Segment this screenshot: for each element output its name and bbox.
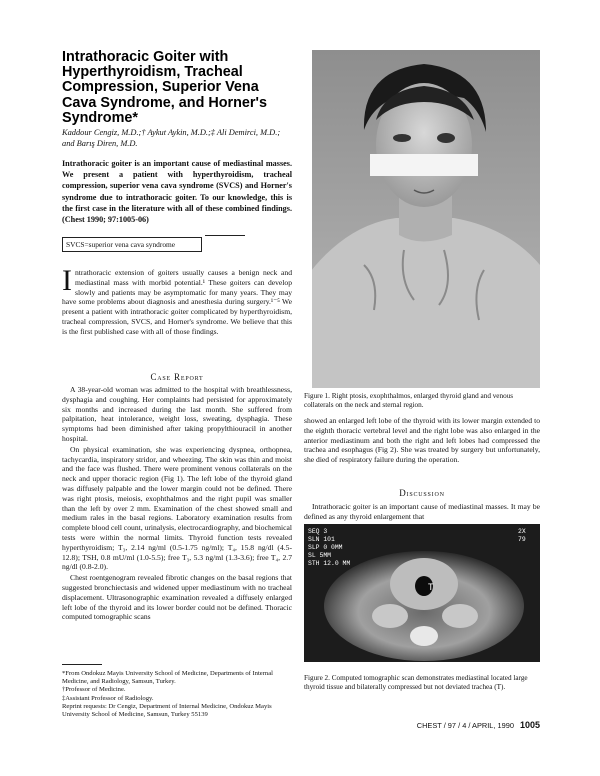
footnote-professor: †Professor of Medicine. <box>62 686 126 694</box>
author-list: Kaddour Cengiz, M.D.;† Aykut Aykin, M.D.;‡ Ali Demirci, M.D.; and Barış Diren, M.D. <box>62 128 281 148</box>
footnote-assistant: ‡Assistant Professor of Radiology. <box>62 694 154 702</box>
article-title: Intrathoracic Goiter with Hyperthyroidism, Tracheal Compression, Superior Vena Cava Syndrome, and Horner's Syndrome* <box>62 49 267 126</box>
footnote-affiliation: *From Ondokuz Mayis University School of Medicine, Departments of Internal Medicine, and Radiology, Samsun, Turkey. <box>62 670 273 686</box>
abbreviation-box: SVCS=superior vena cava syndrome <box>62 237 202 252</box>
svg-text:T: T <box>428 582 434 592</box>
figure-1-caption: Figure 1. Right ptosis, exophthalmos, enlarged thyroid gland and venous collaterals on the neck and sternal region. <box>304 392 514 410</box>
abbreviation-divider <box>205 235 245 236</box>
ct-overlay-line: SLN 101 <box>308 536 335 543</box>
case-continuation: showed an enlarged left lobe of the thyroid with its lower margin extended to the eighth thoracic vertebral level and the right lobe was also enlarged in the anterior mediastinum and both the right and left lobes had compressed the trachea and esophagus (Fig 2). She was treated by surgery but unfortunately, she died of respiratory failure during the operation. <box>304 416 540 465</box>
introduction <box>62 264 292 337</box>
case-report-section <box>62 372 292 382</box>
abstract-text: Intrathoracic goiter is an important cause of mediastinal masses. We present a patient with hyperthyroidism, tracheal compression, superior vena cava syndrome (SVCS) and Horner's syndrome due to intrathoracic goiter. To our knowledge, this is the first case in the literature with all of these combined findings. <box>62 159 292 213</box>
footnote-divider <box>62 664 102 665</box>
ct-overlay-line: 79 <box>518 536 526 543</box>
drop-cap: I <box>62 264 72 297</box>
case-paragraph: Chest roentgenogram revealed fibrotic changes on the basal regions that suggested bronchiectasis and widened upper mediastinum with no tracheal displacement. Ultrasonographic examination revealed a diffusely enlarged left lobe of the thyroid and its lower border could not be defined. Thoracic computed tomographic scans <box>62 573 292 622</box>
page-footer <box>400 720 540 730</box>
abstract-citation: (Chest 1990; 97:1005-06) <box>62 215 149 225</box>
ct-overlay-line: STH 12.0 MM <box>308 560 351 567</box>
footnote-reprint: Reprint requests: Dr Cengiz, Department of Internal Medicine, Ondokuz Mayis University School of Medicine, Samsun, Turkey 55139 <box>62 702 272 719</box>
page-number: 1005 <box>519 720 540 730</box>
case-paragraph: A 38-year-old woman was admitted to the hospital with breathlessness, dysphagia and coughing. Her complaints had persisted for approximately six months and increased during the last month. She suffered from palpitation, heat intolerance, weight loss, sweating, dysphagia. These symptoms had been diminished after taking propylthiouracil in another hospital. <box>62 385 292 443</box>
discussion-body <box>304 502 540 522</box>
ct-overlay-line: SL 5MM <box>308 552 332 559</box>
journal-issue: CHEST / 97 / 4 / APRIL, 1990 <box>416 721 514 730</box>
ct-overlay-line: SEQ 3 <box>308 528 328 535</box>
footnotes <box>62 670 292 719</box>
case-paragraph: On physical examination, she was experiencing dyspnea, orthopnea, tachycardia, inspiratory stridor, and wheezing. The skin was thin and moist and the face was flushed. There were prominent venous collaterals on the neck and upper thoracic region (Fig 1). The left lobe of the thyroid gland was diffusely palpable and the lower margin could not be defined. There was right ptosis, meiosis, exophthalmos and the right pupil was smaller than the left by over 2 mm. Examination of the chest showed small and medium rales in the basal regions. Laboratory examination results from complete blood cell count, urinalysis, electrocardiography, and biochemical tests were within the normal limits. Thyroid function tests revealed hyperthyroidism; T₃, 2.14 ng/ml (0.5-1.75 ng/ml); T₄, 15.8 ng/dl (4.5-12.8); TSH, 0.8 mU/ml (1.0-5.5); free T₃, 5.3 ng/ml (1.3-3.6); free T₄, 2.7 ng/dl (0.8-2.0). <box>62 444 292 572</box>
case-report-heading: Case Report <box>150 372 204 382</box>
discussion-text: Intrathoracic goiter is an important cause of mediastinal masses. It may be defined as any thyroid enlargement that <box>304 502 540 521</box>
intro-text: ntrathoracic extension of goiters usually causes a benign neck and mediastinal mass with morbid potential.¹ These goiters can develop slowly and patients may be asymptomatic for many years. They may have some problems about diagnosis and anesthesia during surgery.¹⁻⁵ We present a patient with intrathoracic goiter complicated by hyperthyroidism, tracheal compression, SVCS, and Horner's syndrome. We believe that this is the first published case with all of those findings. <box>62 268 292 336</box>
abstract <box>62 158 292 225</box>
ct-overlay-line: SLP 0 0MM <box>308 544 343 551</box>
case-report-body <box>62 385 292 623</box>
ct-overlay-right <box>518 528 526 543</box>
figure-2-ct-scan <box>304 524 540 662</box>
face-mask-bar <box>370 154 478 176</box>
figure-1-photo <box>304 50 540 388</box>
figure-2-caption: Figure 2. Computed tomographic scan demonstrates mediastinal located large thyroid tissue and bilaterally compressed but not deviated trachea (T). <box>304 674 528 692</box>
discussion-heading: Discussion <box>399 488 445 498</box>
ct-overlay-line: 2X <box>518 528 526 535</box>
discussion-section <box>304 488 540 498</box>
